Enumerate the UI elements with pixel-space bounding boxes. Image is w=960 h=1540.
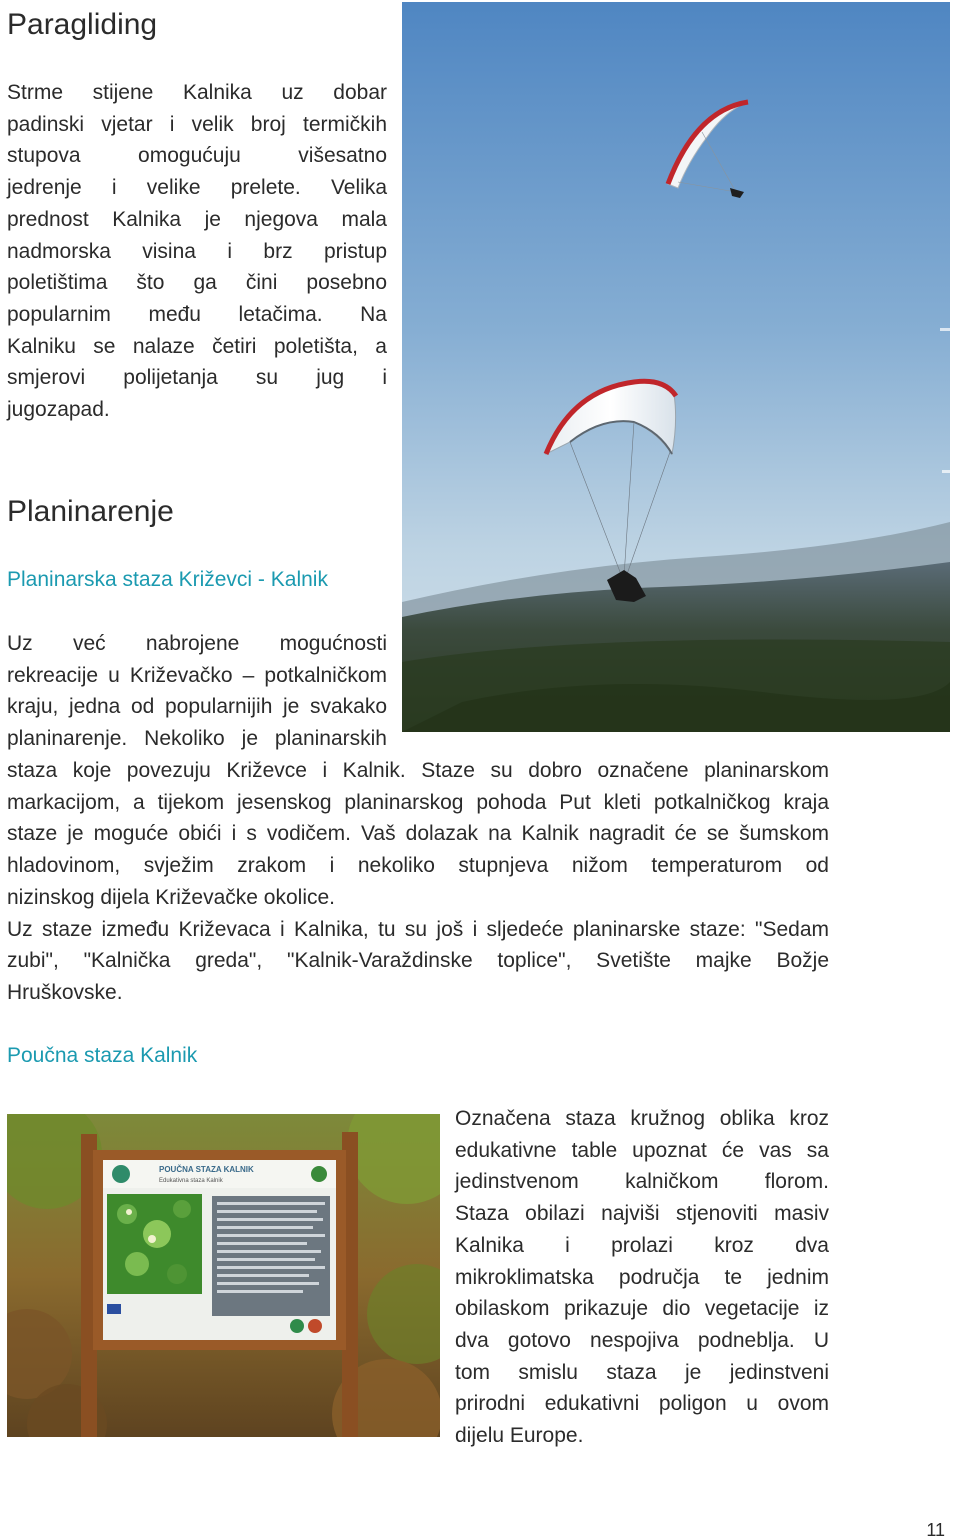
poucna-text bbox=[455, 1103, 829, 1452]
text-line: staza koje povezuju Križevce i Kalnik. Staze su dobro označene planinarskom bbox=[7, 759, 829, 782]
text-line: padinski vjetar i velik broj termičkih bbox=[7, 112, 387, 136]
text-line: stupova omogućuju višesatno bbox=[7, 144, 387, 168]
text-line: dijelu Europe. bbox=[455, 1424, 584, 1448]
poucna-subtitle: Poučna staza Kalnik bbox=[7, 1044, 198, 1067]
page-number: 11 bbox=[926, 1520, 945, 1540]
text-line: rekreacije u Križevačko – potkalničkom bbox=[7, 663, 387, 687]
sign-header-text: POUČNA STAZA KALNIK bbox=[159, 1165, 254, 1174]
paragliding-title: Paragliding bbox=[7, 8, 158, 41]
text-line: obilaskom prikazuje dio vegetacije iz bbox=[455, 1297, 829, 1321]
educational-sign-illustration bbox=[7, 1114, 440, 1437]
text-line: jedinstvenom kalničkom florom. bbox=[455, 1170, 829, 1194]
planinarenje-subtitle: Planinarska staza Križevci - Kalnik bbox=[7, 568, 328, 591]
text-line: zubi", "Kalnička greda", "Kalnik-Varaždinske toplice", Svetište majke Božje bbox=[7, 949, 829, 973]
sign-sub-text: Edukativna staza Kalnik bbox=[159, 1178, 223, 1184]
text-line: dva gotovo nespojiva podneblja. U bbox=[455, 1328, 829, 1352]
text-line: nadmorska visina i brz pristup bbox=[7, 239, 387, 263]
text-line: Uz već nabrojene mogućnosti bbox=[7, 632, 387, 655]
planinarenje-intro-text bbox=[7, 628, 387, 755]
text-line: Kalnika i prolazi kroz dva bbox=[455, 1233, 829, 1257]
text-line: nizinskog dijela Križevačke okolice. bbox=[7, 885, 335, 909]
text-line: jugozapad. bbox=[7, 398, 110, 422]
text-line: popularnim među letačima. Na bbox=[7, 302, 387, 326]
text-line: jedrenje i velike prelete. Velika bbox=[7, 176, 387, 200]
text-line: prirodni edukativni poligon u ovom bbox=[455, 1392, 829, 1416]
text-line: markacijom, a tijekom jesenskog planinarskog pohoda Put kleti potkalničkog kraja bbox=[7, 790, 829, 814]
text-line: prednost Kalnika je njegova mala bbox=[7, 207, 387, 231]
text-line: planinarenje. Nekoliko je planinarskih bbox=[7, 727, 387, 751]
text-line: kraju, jedna od popularnijih je svakako bbox=[7, 695, 387, 719]
text-line: Staza obilazi najviši stjenoviti masiv bbox=[455, 1202, 829, 1226]
educational-sign-photo bbox=[7, 1114, 440, 1437]
text-line: Uz staze između Križevaca i Kalnika, tu su još i sljedeće planinarske staze: "Sedam bbox=[7, 917, 829, 941]
text-line: staze je moguće obići i s vodičem. Vaš dolazak na Kalnik nagradit će se šumskom bbox=[7, 822, 829, 846]
paragliding-text bbox=[7, 77, 387, 426]
planinarenje-title: Planinarenje bbox=[7, 495, 174, 528]
text-line: Označena staza kružnog oblika kroz bbox=[455, 1107, 829, 1130]
planinarenje-body-text bbox=[7, 755, 829, 1009]
text-line: Strme stijene Kalnika uz dobar bbox=[7, 81, 387, 104]
text-line: Hruškovske. bbox=[7, 980, 123, 1004]
paragliding-photo-illustration bbox=[402, 2, 950, 732]
text-line: Kalniku se nalaze četiri poletišta, a bbox=[7, 334, 387, 358]
text-line: edukativne table upoznat će vas sa bbox=[455, 1138, 829, 1162]
text-line: poletištima što ga čini posebno bbox=[7, 271, 387, 295]
text-line: hladovinom, svježim zrakom i nekoliko stupnjeva nižom temperaturom od bbox=[7, 854, 829, 878]
paragliding-photo bbox=[402, 2, 950, 732]
text-line: tom smislu staza je jedinstveni bbox=[455, 1360, 829, 1384]
text-line: smjerovi polijetanja su jug i bbox=[7, 366, 387, 390]
text-line: mikroklimatska područja te jednim bbox=[455, 1265, 829, 1289]
